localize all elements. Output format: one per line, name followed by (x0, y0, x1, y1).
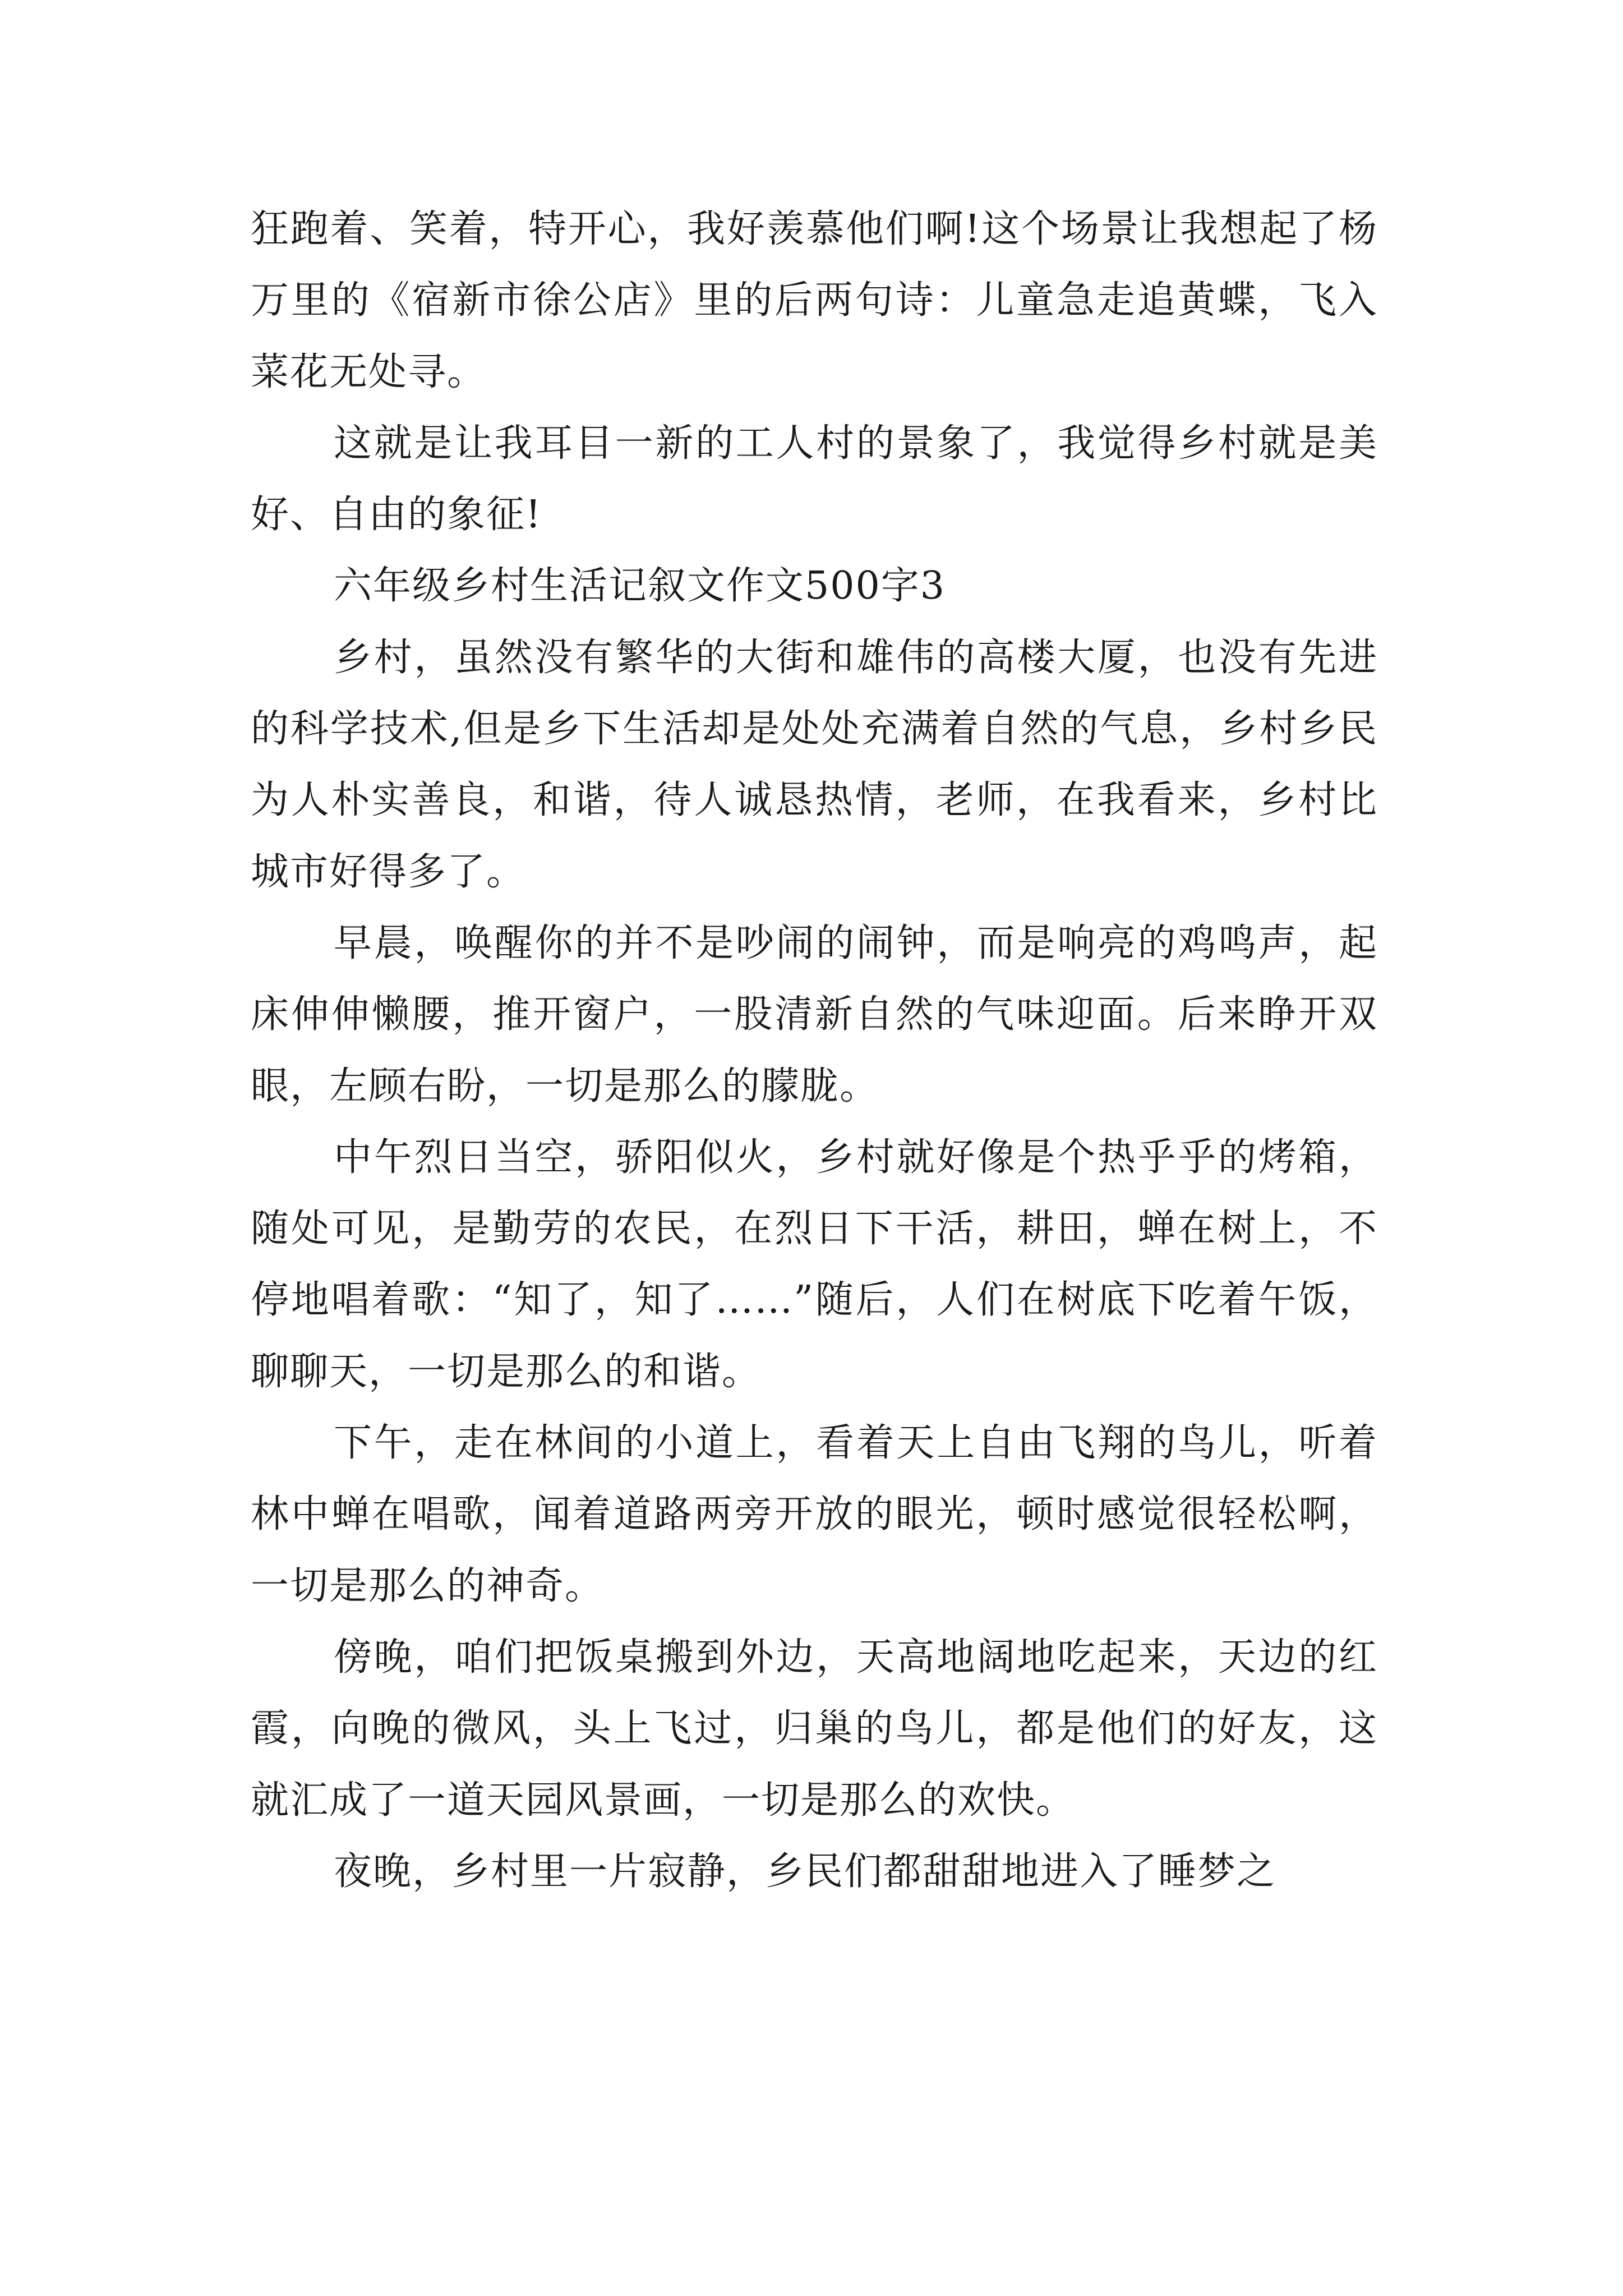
paragraph: 这就是让我耳目一新的工人村的景象了，我觉得乡村就是美好、自由的象征! (251, 421, 1378, 537)
paragraph: 乡村，虽然没有繁华的大街和雄伟的高楼大厦，也没有先进的科学技术,但是乡下生活却是处处充满着自然的气息，乡村乡民为人朴实善良，和谐，待人诚恳热情，老师，在我看来，乡村比城市好得多了。 (251, 635, 1378, 894)
paragraph: 中午烈日当空，骄阳似火，乡村就好像是个热乎乎的烤箱，随处可见，是勤劳的农民，在烈日下干活，耕田，蝉在树上，不停地唱着歌：“知了，知了……”随后，人们在树底下吃着午饭，聊聊天，一切是那么的和谐。 (251, 1135, 1378, 1394)
paragraph-continuation: 狂跑着、笑着，特开心，我好羡慕他们啊!这个场景让我想起了杨万里的《宿新市徐公店》里的后两句诗：儿童急走追黄蝶，飞入菜花无处寻。 (251, 207, 1378, 394)
paragraph: 下午，走在林间的小道上，看着天上自由飞翔的鸟儿，听着林中蝉在唱歌，闻着道路两旁开放的眼光，顿时感觉很轻松啊，一切是那么的神奇。 (251, 1421, 1378, 1608)
document-body (251, 194, 1378, 1907)
paragraph: 夜晚，乡村里一片寂静，乡民们都甜甜地进入了睡梦之 (334, 1849, 1276, 1894)
paragraph: 早晨，唤醒你的并不是吵闹的闹钟，而是响亮的鸡鸣声，起床伸伸懒腰，推开窗户，一股清新自然的气味迎面。后来睁开双眼，左顾右盼，一切是那么的朦胧。 (251, 921, 1378, 1108)
paragraph: 傍晚，咱们把饭桌搬到外边，天高地阔地吃起来，天边的红霞，向晚的微风，头上飞过，归巢的鸟儿，都是他们的好友，这就汇成了一道天园风景画，一切是那么的欢快。 (251, 1635, 1378, 1823)
section-heading: 六年级乡村生活记叙文作文500字3 (334, 564, 946, 609)
